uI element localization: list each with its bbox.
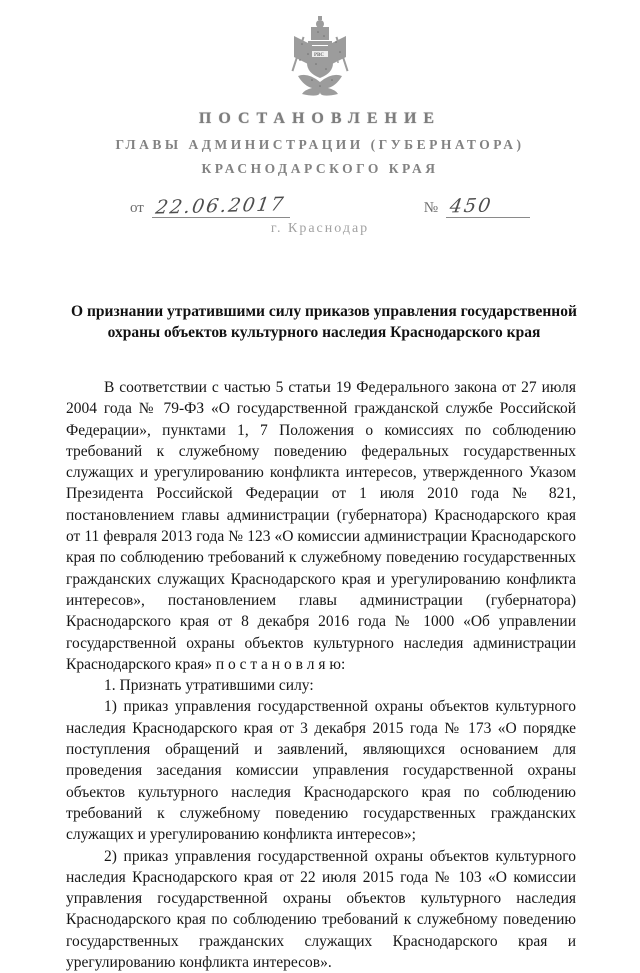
date-number-row	[130, 195, 530, 218]
date-label: от	[130, 200, 144, 216]
document-body	[66, 377, 576, 973]
date-value-handwritten: 22.06.2017	[154, 193, 288, 219]
issuing-authority-line: ГЛАВЫ АДМИНИСТРАЦИИ (ГУБЕРНАТОРА)	[115, 137, 525, 152]
body-paragraph-item-2: 2) приказ управления государственной охраны объектов культурного наследия Краснодарского края от 22 июля 2015 года № 103 «О комиссии управления государственной охраны объектов культурного наследия Краснодарского края по соблюдению требований к служебному поведению государственных гражданских служащих Краснодарского края и урегулированию конфликта интересов».	[66, 847, 576, 972]
document-type-heading: ПОСТАНОВЛЕНИЕ	[198, 110, 442, 127]
body-paragraph-item-1: 1) приказ управления государственной охраны объектов культурного наследия Краснодарского края от 3 декабря 2015 года № 173 «О порядке поступления обращений и заявлений, являющихся основанием для проведения заседания комиссии управления государственной охраны объектов культурного наследия Краснодарского края по соблюдению требований к служебному поведению государственных гражданских служащих и урегулированию конфликта интересов»;	[66, 698, 576, 844]
number-fill-line	[446, 195, 530, 218]
document-title: О признании утратившими силу приказов управления государственной охраны объектов культурного наследия Краснодарского края	[71, 303, 577, 341]
number-label: №	[423, 200, 438, 216]
coat-of-arms-icon	[288, 14, 352, 96]
region-line: КРАСНОДАРСКОГО КРАЯ	[201, 161, 439, 176]
number-group	[424, 195, 530, 218]
number-value-handwritten: 450	[448, 194, 495, 218]
date-group	[130, 195, 290, 218]
date-fill-line	[152, 195, 290, 218]
place-line: г. Краснодар	[270, 221, 370, 236]
emblem-container	[0, 0, 640, 101]
svg-text:РВС: РВС	[314, 53, 324, 58]
body-paragraph-preamble: В соответствии с частью 5 статьи 19 Федерального закона от 27 июля 2004 года № 79-ФЗ «О государственной гражданской службе Российской Федерации», пунктами 1, 7 Положения о комиссиях по соблюдению требований к служебному поведению федеральных государственных служащих и урегулированию конфликта интересов, утвержденного Указом Президента Российской Федерации от 1 июля 2010 года № 821, постановлением главы администрации (губернатора) Краснодарского края от 11 февраля 2013 года № 123 «О комиссии администрации Краснодарского края по соблюдению требований к служебному поведению государственных гражданских служащих Краснодарского края и урегулированию конфликта интересов», постановлением главы администрации (губернатора) Краснодарского края от 8 декабря 2016 года № 1000 «Об управлении государственной охраны объектов культурного наследия администрации Краснодарского края» п о с т а н о в л я ю:	[66, 379, 576, 673]
body-paragraph-clause-1: 1. Признать утратившими силу:	[104, 677, 314, 695]
